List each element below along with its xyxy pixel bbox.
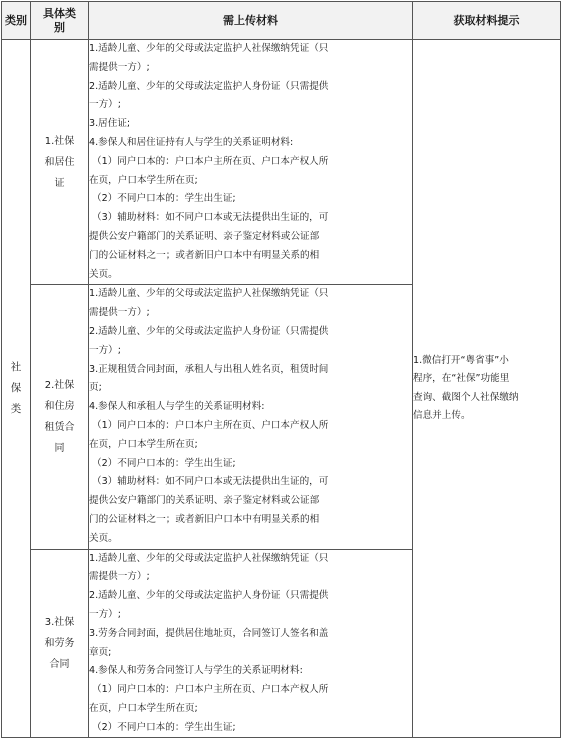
material-line: 一方）; [89,344,122,356]
tip-line: 查询、截图个人社保缴纳 [413,391,519,403]
material-line: （2）不同户口本的：学生出生证; [92,193,236,205]
material-line: 2.适龄儿童、少年的父母或法定监护人身份证（只需提供 [89,590,329,602]
header-specific-category-text: 具体类别 [43,6,76,34]
material-line: 页; [89,382,102,394]
sub-category-line: 同 [54,442,65,454]
sub-category-line: 2.社保 [44,379,75,391]
material-line: 在页，户口本学生所在页; [89,174,198,186]
material-line: 门的公证材料之一；或者新旧户口本中有明显关系的相 [89,513,320,525]
material-line: （2）不同户口本的：学生出生证; [92,457,236,469]
material-line: （2）不同户口本的：学生出生证; [92,721,236,733]
tip-cell [413,40,561,738]
material-line: 1.适龄儿童、少年的父母或法定监护人社保缴纳凭证（只 [89,43,329,54]
category-cell [2,40,31,738]
material-line: （1）同户口本的：户口本户主所在页、户口本产权人所 [92,155,329,167]
material-line: 章页; [89,646,112,658]
materials-table [1,1,561,738]
material-line: 2.适龄儿童、少年的父母或法定监护人身份证（只需提供 [89,325,329,337]
sub-category-cell [31,40,89,285]
material-line: 3.劳务合同封面，提供居住地址页，合同签订人签名和盖 [89,627,329,639]
header-tips [413,2,561,40]
table-row [2,40,561,285]
header-row [2,2,561,40]
header-tips-text: 获取材料提示 [453,13,520,27]
category-char: 保 [10,382,22,395]
material-line: 提供公安户籍部门的关系证明、亲子鉴定材料或公证部 [89,230,320,242]
material-line: 4.参保人和承租人与学生的关系证明材料: [89,401,265,413]
material-line: 4.参保人和居住证持有人与学生的关系证明材料: [89,136,294,148]
materials-cell [89,549,413,738]
category-char: 社 [10,361,22,374]
sub-category-line: 和居住 [44,156,75,168]
material-line: 需提供一方）; [89,61,150,73]
material-line: （1）同户口本的：户口本户主所在页、户口本产权人所 [92,419,329,431]
sub-category-line: 3.社保 [44,617,75,628]
materials-cell [89,285,413,549]
header-category-text: 类别 [5,13,27,27]
material-line: 3.居住证; [89,118,131,130]
material-line: 关页。 [89,268,118,280]
sub-category-line: 证 [54,177,65,189]
material-line: 需提供一方）; [89,571,150,583]
material-line: 关页。 [89,532,118,544]
sub-category-line: 和劳务 [44,638,75,649]
sub-category-cell [31,549,89,738]
materials-cell [89,40,413,285]
material-line: 门的公证材料之一；或者新旧户口本中有明显关系的相 [89,249,320,261]
material-line: 需提供一方）; [89,307,150,319]
material-line: 4.参保人和劳务合同签订人与学生的关系证明材料: [89,665,303,677]
material-line: （3）辅助材料：如不同户口本或无法提供出生证的，可 [92,212,329,224]
material-line: 提供公安户籍部门的关系证明、亲子鉴定材料或公证部 [89,495,320,507]
material-line: 2.适龄儿童、少年的父母或法定监护人身份证（只需提供 [89,80,329,92]
header-upload-materials-text: 需上传材料 [223,13,278,27]
category-char: 类 [10,403,22,416]
tip-line: 信息并上传。 [413,410,471,422]
tip-line: 程序，在“社保”功能里 [413,373,510,385]
material-line: 1.适龄儿童、少年的父母或法定监护人社保缴纳凭证（只 [89,552,329,564]
header-specific-category [31,2,89,40]
header-upload-materials [89,2,413,40]
material-line: 3.正规租赁合同封面，承租人与出租人姓名页，租赁时间 [89,363,329,375]
material-line: 一方）; [89,608,122,620]
material-line: 在页，户口本学生所在页; [89,702,198,714]
material-line: 一方）; [89,99,122,111]
tip-line: 1.微信打开“粤省事”小 [413,354,509,366]
header-category [2,2,31,40]
material-line: 1.适龄儿童、少年的父母或法定监护人社保缴纳凭证（只 [89,288,329,300]
sub-category-cell [31,285,89,549]
sub-category-line: 租赁合 [44,421,75,433]
material-line: （3）辅助材料：如不同户口本或无法提供出生证的，可 [92,476,329,488]
material-line: 在页，户口本学生所在页; [89,438,198,450]
sub-category-line: 1.社保 [44,135,75,147]
sub-category-line: 合同 [49,659,70,670]
sub-category-line: 和住房 [44,400,75,412]
material-line: （1）同户口本的：户口本户主所在页、户口本产权人所 [92,684,329,696]
